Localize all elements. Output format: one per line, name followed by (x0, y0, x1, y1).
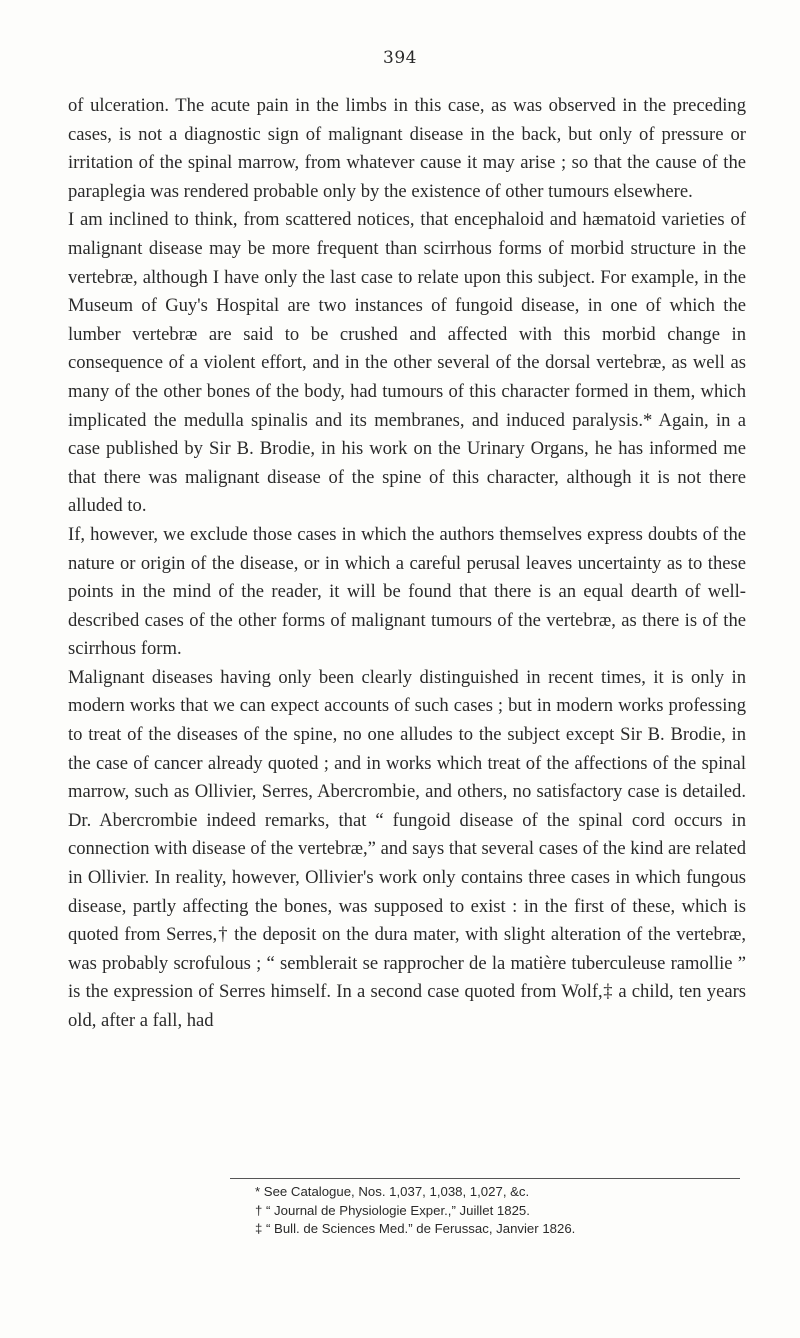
page-number: 394 (383, 48, 417, 68)
footnote-divider (230, 1178, 740, 1179)
paragraph-3: If, however, we exclude those cases in which the authors themselves express doubts of the nature or origin of the disease, or in which a careful perusal leaves uncertainty as to these points in the mind of the reader, it will be found that there is an equal dearth of well-described cases of the other forms of malignant tumours of the vertebræ, as there is of the scirrhous form. (68, 523, 746, 660)
body-text (68, 92, 746, 1036)
paragraph-4: Malignant diseases having only been clearly distinguished in recent times, it is only in modern works that we can expect accounts of such cases ; but in modern works professing to treat of the diseases of the spine, no one alludes to the subject except Sir B. Brodie, in the case of cancer already quoted ; and in works which treat of the affections of the spinal marrow, such as Ollivier, Serres, Abercrombie, and others, no satisfactory case is detailed. Dr. Abercrombie indeed remarks, that “ fungoid disease of the spinal cord occurs in connection with disease of the vertebræ,” and says that several cases of the kind are related in Ollivier. In reality, however, Ollivier's work only contains three cases in which fungous disease, partly affecting the bones, was supposed to exist : in the first of these, which is quoted from Serres,† the deposit on the dura mater, with slight alteration of the vertebræ, was probably scrofulous ; “ semblerait se rapprocher de la matière tuberculeuse ramollie ” is the expression of Serres himself. In a second case quoted from Wolf,‡ a child, ten years old, after a fall, had (68, 666, 746, 1031)
footnote-1: * See Catalogue, Nos. 1,037, 1,038, 1,027, &c. (255, 1184, 530, 1199)
footnote-2: † “ Journal de Physiologie Exper.,” Juillet 1825. (255, 1202, 530, 1218)
paragraph-1: of ulceration. The acute pain in the limbs in this case, as was observed in the preceding cases, is not a diagnostic sign of malignant disease in the back, but only of pressure or irritation of the spinal marrow, from whatever cause it may arise ; so that the cause of the paraplegia was rendered probable only by the existence of other tumours elsewhere. (68, 95, 746, 202)
footnotes (255, 1183, 755, 1239)
footnote-3: ‡ “ Bull. de Sciences Med.” de Ferussac, Janvier 1826. (255, 1221, 576, 1237)
paragraph-2: I am inclined to think, from scattered notices, that encephaloid and hæmatoid varieties of malignant disease may be more frequent than scirrhous forms of morbid structure in the vertebræ, although I have only the last case to relate upon this subject. For example, in the Museum of Guy's Hospital are two instances of fungoid disease, in one of which the lumber vertebræ are said to be crushed and affected with this morbid change in consequence of a violent effort, and in the other several of the dorsal vertebræ, as well as many of the other bones of the body, had tumours of this character formed in them, which implicated the medulla spinalis and its membranes, and induced paralysis.* Again, in a case published by Sir B. Brodie, in his work on the Urinary Organs, he has informed me that there was malignant disease of the spine of this character, although it is not there alluded to. (68, 209, 746, 517)
